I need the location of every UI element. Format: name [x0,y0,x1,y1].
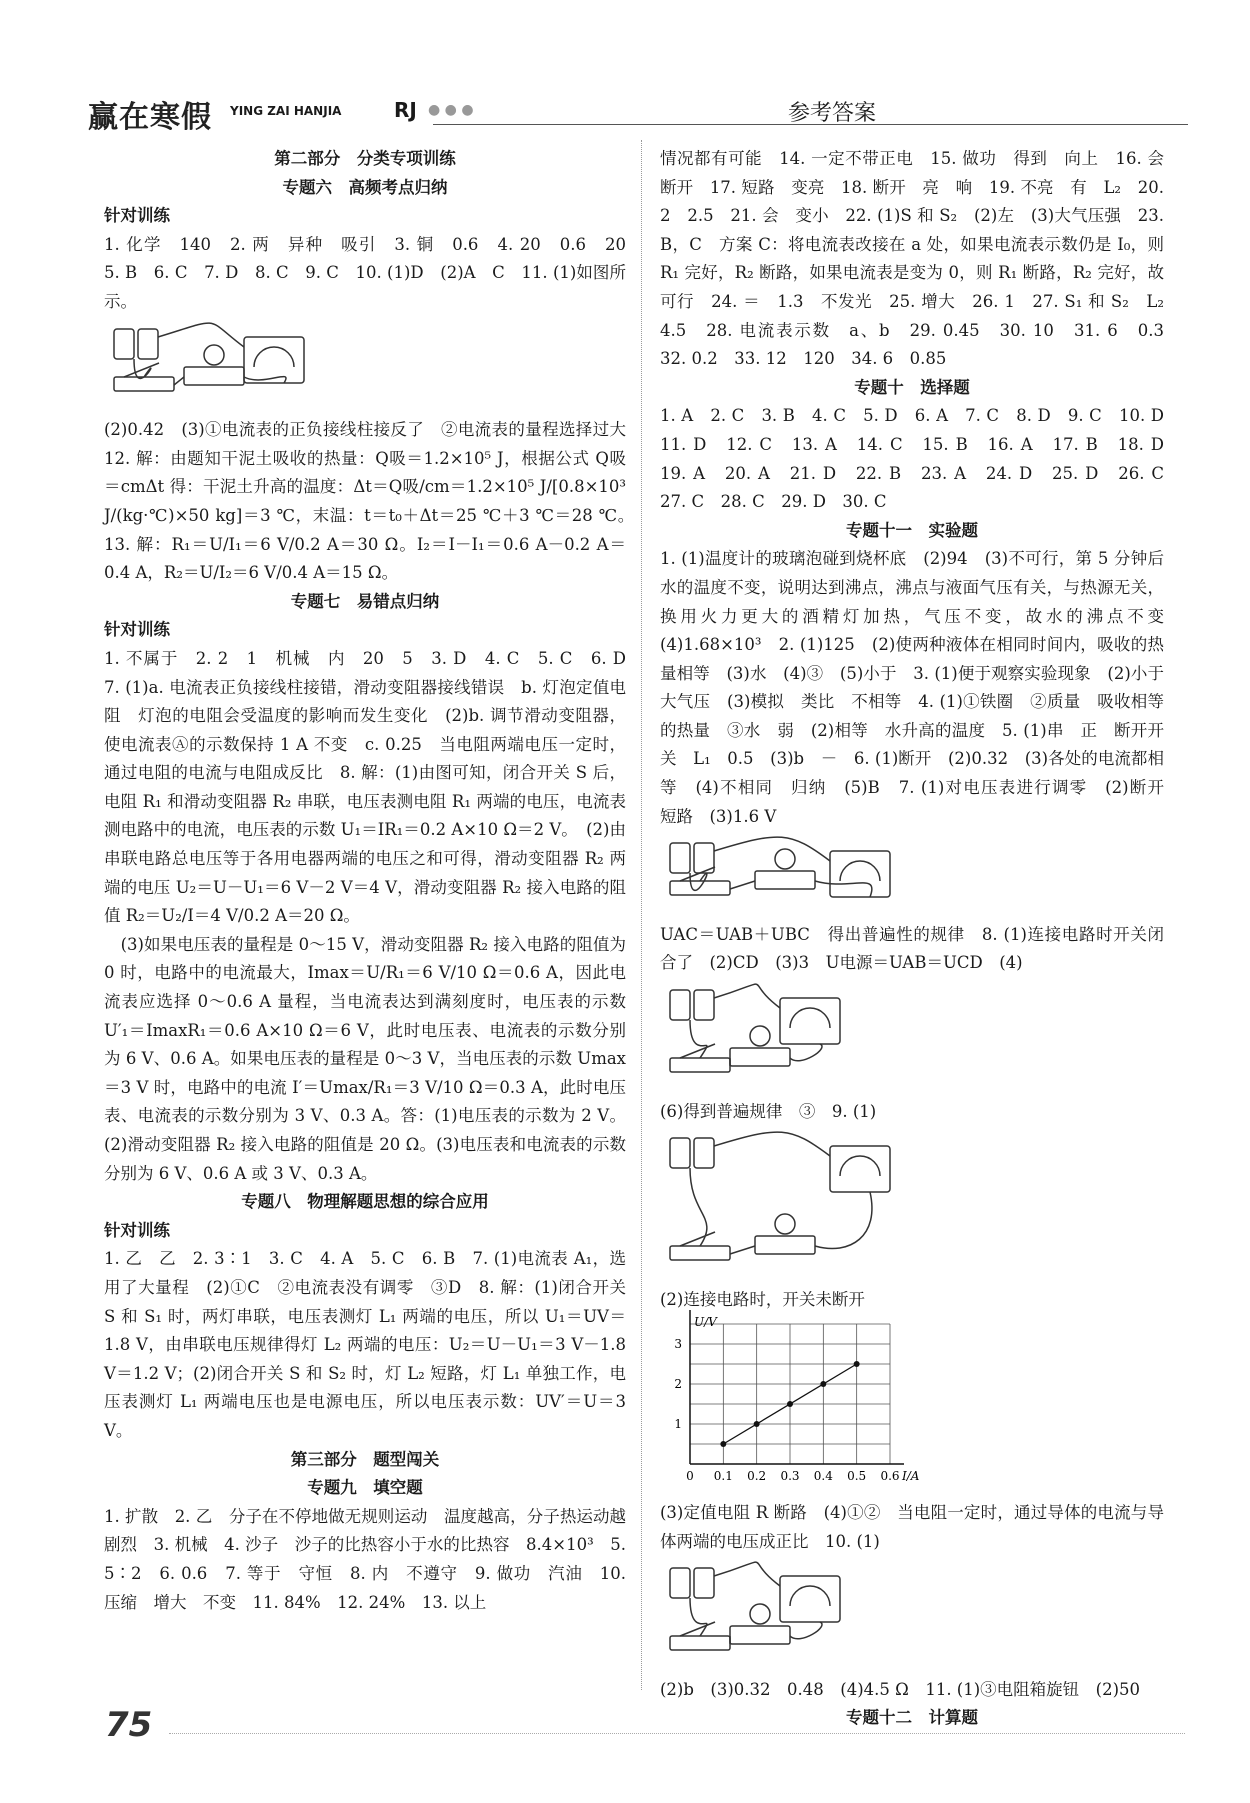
lamp-bulb [204,345,224,365]
circuit-diagram [660,1126,910,1276]
wire [815,1192,872,1249]
data-point [820,1381,826,1387]
brand-pinyin: YING ZAI HANJIA [230,104,342,118]
switch-board [670,1636,730,1650]
battery-cell [670,1568,690,1598]
x-tick-label: 0.1 [713,1469,733,1484]
subsection-heading: 针对训练 [104,206,170,226]
switch-lever [680,867,715,881]
answer-paragraph: 1. 乙 乙 2. 3∶1 3. C 4. A 5. C 6. B 7. (1)电流表 A₁，选用了大量程 (2)①C ②电流表没有调零 ③D 8. 解：(1)闭合开关 S 和 S₁ 时，两灯串联，电压表测灯 L₁ 两端的电压，所以 U₁＝UV＝1.8 V，由串联电压规律得灯 L₂ 两端的电压：U₂＝U－U₁＝3 V－1.8 V＝1.2 V；(2)闭合开关 S 和 S₂ 时，灯 L₂ 短路，灯 L₁ 单独工作，电压表测灯 L₁ 两端电压也是电源电压，所以电压表示数：UV′＝U＝3 V。 [104,1249,626,1440]
lamp-bulb [775,1214,795,1234]
battery-cell [694,1138,714,1168]
circuit-wires [670,837,890,897]
switch-lever [680,1232,715,1246]
meter-scale [254,347,294,367]
x-tick-label: 0.2 [747,1469,767,1484]
lamp-base [730,1626,790,1644]
battery-cell [670,990,690,1020]
wire [690,1168,707,1246]
wire [790,1622,822,1639]
subsection-heading: 针对训练 [104,1220,170,1240]
circuit-diagram [660,831,910,911]
answer-paragraph: (2)0.42 (3)①电流表的正负接线柱接反了 ②电流表的量程选择过大 12. 解：由题知干泥土吸收的热量：Q吸＝1.2×10⁵ J，根据公式 Q吸＝cmΔt 得：干泥土升高的温度：Δt＝Q吸/cm＝1.2×10⁵ J/[0.8×10³ J/(kg·℃)×50 kg]＝3 ℃，末温：t＝t₀＋Δt＝25 ℃＋3 ℃＝28 ℃。 13. 解：R₁＝U/I₁＝6 V/0.2 A＝30 Ω。I₂＝I－I₁＝0.6 A－0.2 A＝0.4 A，R₂＝U/I₂＝6 V/0.4 A＝15 Ω。 [104,420,643,583]
answer-paragraph: 1. (1)温度计的玻璃泡碰到烧杯底 (2)94 (3)不可行，第 5 分钟后水的温度不变，说明达到沸点，沸点与液面气压有关，与热源无关，换用火力更大的酒精灯加热，气压不变，故水的沸点不变 (4)1.68×10³ 2. (1)125 (2)使两种液体在相同时间内，吸收的热量相等 (3)水 (4)③ (5)小于 3. (1)便于观察实验现象 (2)小于 大气压 (3)模拟 类比 不相等 4. (1)①铁圈 ②质量 吸收相等的热量 ③水 弱 (2)相等 水升高的温度 5. (1)串 正 断开开关 L₁ 0.5 (3)b － 6. (1)断开 (2)0.32 (3)各处的电流都相等 (4)不相同 归纳 (5)B 7. (1)对电压表进行调零 (2)断开 短路 (3)1.6 V [660,549,1181,826]
battery-cell [694,1568,714,1598]
page-header [88,92,1188,135]
circuit-wires [670,1132,890,1260]
figure-circuit5 [660,1556,1164,1676]
switch-board [114,377,174,391]
wire [134,359,151,378]
circuit-wires [114,323,304,391]
y-tick-label: 2 [674,1377,682,1392]
figure-circuit3 [660,978,1164,1098]
circuit-diagram [104,317,324,407]
section-title: 专题十 选择题 [854,377,970,397]
y-tick-label: 1 [674,1417,682,1432]
footer-rule [169,1733,1185,1734]
meter-scale [840,861,880,881]
section-title: 专题十一 实验题 [846,520,978,540]
answer-paragraph: (2)b (3)0.32 0.48 (4)4.5 Ω 11. (1)③电阻箱旋钮 (2)50 [660,1679,1141,1699]
battery-cell [114,329,134,359]
wire [714,984,780,1008]
switch-lever [124,363,159,377]
answer-paragraph: 1. A 2. C 3. B 4. C 5. D 6. A 7. C 8. D 9. C 10. D 11. D 12. C 13. A 14. C 15. B 16. A 17. B 18. D 19. A 20. A 21. D 22. B 23. A 24. D 25. D 26. C 27. C 28. C 29. D 30. C [660,406,1181,512]
data-point [854,1361,860,1367]
wire [730,881,755,889]
section-title: 专题八 物理解题思想的综合应用 [241,1192,489,1212]
answer-paragraph: 1. 扩散 2. 乙 分子在不停地做无规则运动 温度越高，分子热运动越剧烈 3. 机械 4. 沙子 沙子的比热容小于水的比热容 8.4×10³ 5. 5∶2 6. 0.6 7. 等于 守恒 8. 内 不遵守 9. 做功 汽油 10. 压缩 增大 不变 11. 84% 12. 24% 13. 以上 [104,1506,626,1612]
wire [714,1562,780,1586]
meter-scale [840,1156,880,1176]
figure-graph [660,1314,1164,1499]
figure-circuit1 [104,317,626,417]
meter-body [830,851,890,897]
subsection-heading: 针对训练 [104,620,170,640]
answer-paragraph: 1. 不属于 2. 2 1 机械 内 20 5 3. D 4. C 5. C 6. D 7. (1)a. 电流表正负接线柱接错，滑动变阻器接线错误 b. 灯泡定值电阻 灯泡的电阻会受温度的影响而发生变化 (2)b. 调节滑动变阻器，使电流表Ⓐ的示数保持 1 A 不变 c. 0.25 当电阻两端电压一定时，通过电阻的电流与电阻成反比 8. 解：(1)由图可知，闭合开关 S 后，电阻 R₁ 和滑动变阻器 R₂ 串联，电压表测电阻 R₁ 两端的电压，电流表测电路中的电流，电压表的示数 U₁＝IR₁＝0.2 A×10 Ω＝2 V。 (2)由串联电路总电压等于各用电器两端的电压之和可得，滑动变阻器 R₂ 两端的电压 U₂＝U－U₁＝6 V－2 V＝4 V，滑动变阻器 R₂ 接入电路的阻值 R₂＝U₂/I＝4 V/0.2 A＝20 Ω。 [104,648,643,926]
answer-paragraph: UAC＝UAB＋UBC 得出普遍性的规律 8. (1)连接电路时开关闭合了 (2)CD (3)3 U电源＝UAB＝UCD (4) [660,924,1164,973]
figure-circuit2 [660,831,1164,921]
wire [815,881,872,897]
wire [714,837,830,861]
meter-body [780,998,840,1044]
battery-cell [138,329,158,359]
brand-logo: 赢在寒假 [88,100,212,135]
switch-board [670,1058,730,1072]
x-axis-label: I/A [902,1469,920,1484]
circuit-diagram [660,978,860,1088]
wire [714,1132,830,1156]
answer-paragraph: (6)得到普遍规律 ③ 9. (1) [660,1101,877,1121]
battery-cell [694,990,714,1020]
battery-cell [670,1138,690,1168]
x-tick-label: 0.4 [813,1469,833,1484]
battery-cell [670,843,690,873]
x-tick-label: 0.3 [780,1469,800,1484]
answer-paragraph: (3)定值电阻 R 断路 (4)①② 当电阻一定时，通过导体的电流与导体两端的电压成正比 10. (1) [660,1503,1164,1551]
u-i-graph [660,1314,920,1489]
lamp-bulb [775,849,795,869]
wire [174,377,184,385]
data-point [787,1401,793,1407]
header-title: 参考答案 [788,101,877,126]
x-tick-label: 0.6 [880,1469,900,1484]
lamp-base [755,1236,815,1254]
edition-label: RJ [394,98,417,122]
meter-body [780,1576,840,1622]
meter-scale [790,1008,830,1028]
lamp-base [730,1048,790,1066]
meter-body [244,337,304,383]
meter-body [830,1146,890,1192]
section-title: 专题六 高频考点归纳 [282,177,448,197]
circuit-diagram [660,1556,860,1666]
header-dots: ● ● ● [428,102,474,118]
section-title: 第二部分 分类专项训练 [274,149,456,168]
lamp-base [755,871,815,889]
circuit-wires [670,1562,840,1650]
y-tick-label: 3 [674,1337,682,1352]
x-tick-label: 0.5 [847,1469,867,1484]
wire [244,376,286,382]
switch-lever [680,1044,715,1058]
lamp-bulb [750,1604,770,1624]
section-title: 专题七 易错点归纳 [290,591,440,611]
wire [790,1044,822,1061]
column-divider [641,140,642,1690]
data-point [720,1441,726,1447]
page-footer [105,1705,1185,1755]
switch-lever [680,1622,715,1636]
answer-paragraph: (3)如果电压表的量程是 0～15 V，滑动变阻器 R₂ 接入电路的阻值为 0 时，电路中的电流最大，Imax＝U/R₁＝6 V/10 Ω＝0.6 A，因此电流表应选择 0～0.6 A 量程，当电流表达到满刻度时，电压表的示数 U′₁＝ImaxR₁＝0.6 A×10 Ω＝6 V，此时电压表、电流表的示数分别为 6 V、0.6 A。如果电压表的量程是 0～3 V，当电压表的示数 Umax＝3 V 时，电路中的电流 I′＝Umax/R₁＝3 V/10 Ω＝0.3 A，此时电压表、电流表的示数分别为 3 V、0.3 A。答：(1)电压表的示数为 2 V。(2)滑动变阻器 R₂ 接入电路的阻值是 20 Ω。(3)电压表和电流表的示数分别为 6 V、0.6 A 或 3 V、0.3 A。 [104,934,626,1183]
left-column [104,145,643,1617]
x-tick-label: 0 [686,1469,694,1484]
y-axis-label: U/V [694,1315,717,1330]
header-rule [433,124,1188,125]
meter-scale [790,1586,830,1606]
wire [158,323,244,347]
section-title: 专题九 填空题 [307,1478,423,1498]
switch-board [670,1246,730,1260]
data-point [754,1421,760,1427]
answer-paragraph: 情况都有可能 14. 一定不带正电 15. 做功 得到 向上 16. 会 断开 17. 短路 变亮 18. 断开 亮 响 19. 不亮 有 L₂ 20. 2 2.5 21. 会 变小 22. (1)S 和 S₂ (2)左 (3)大气压强 23. B，C 方案 C：将电流表改接在 a 处，如果电流表示数仍是 I₀，则 R₁ 完好，R₂ 断路，如果电流表是变为 0，则 R₁ 断路，R₂ 完好，故可行 24. ＝ 1.3 不发光 25. 增大 26. 1 27. S₁ 和 S₂ L₂ 4.5 28. 电流表示数 a、b 29. 0.45 30. 10 31. 6 0.3 32. 0.2 33. 12 120 34. 6 0.85 [660,149,1181,369]
lamp-base [184,367,244,385]
lamp-bulb [750,1026,770,1046]
right-column [660,145,1181,1733]
circuit-wires [670,984,840,1072]
answer-paragraph: 1. 化学 140 2. 两 异种 吸引 3. 铜 0.6 4. 20 0.6 20 5. B 6. C 7. D 8. C 9. C 10. (1)D (2)A C 11. (1)如图所示。 [104,234,643,311]
answer-paragraph: (2)连接电路时，开关未断开 [660,1289,865,1309]
figure-circuit4 [660,1126,1164,1286]
section-title: 专题十二 计算题 [846,1708,978,1728]
section-title: 第三部分 题型闯关 [290,1449,440,1469]
wire [730,1246,755,1254]
page-number: 75 [105,1705,153,1745]
